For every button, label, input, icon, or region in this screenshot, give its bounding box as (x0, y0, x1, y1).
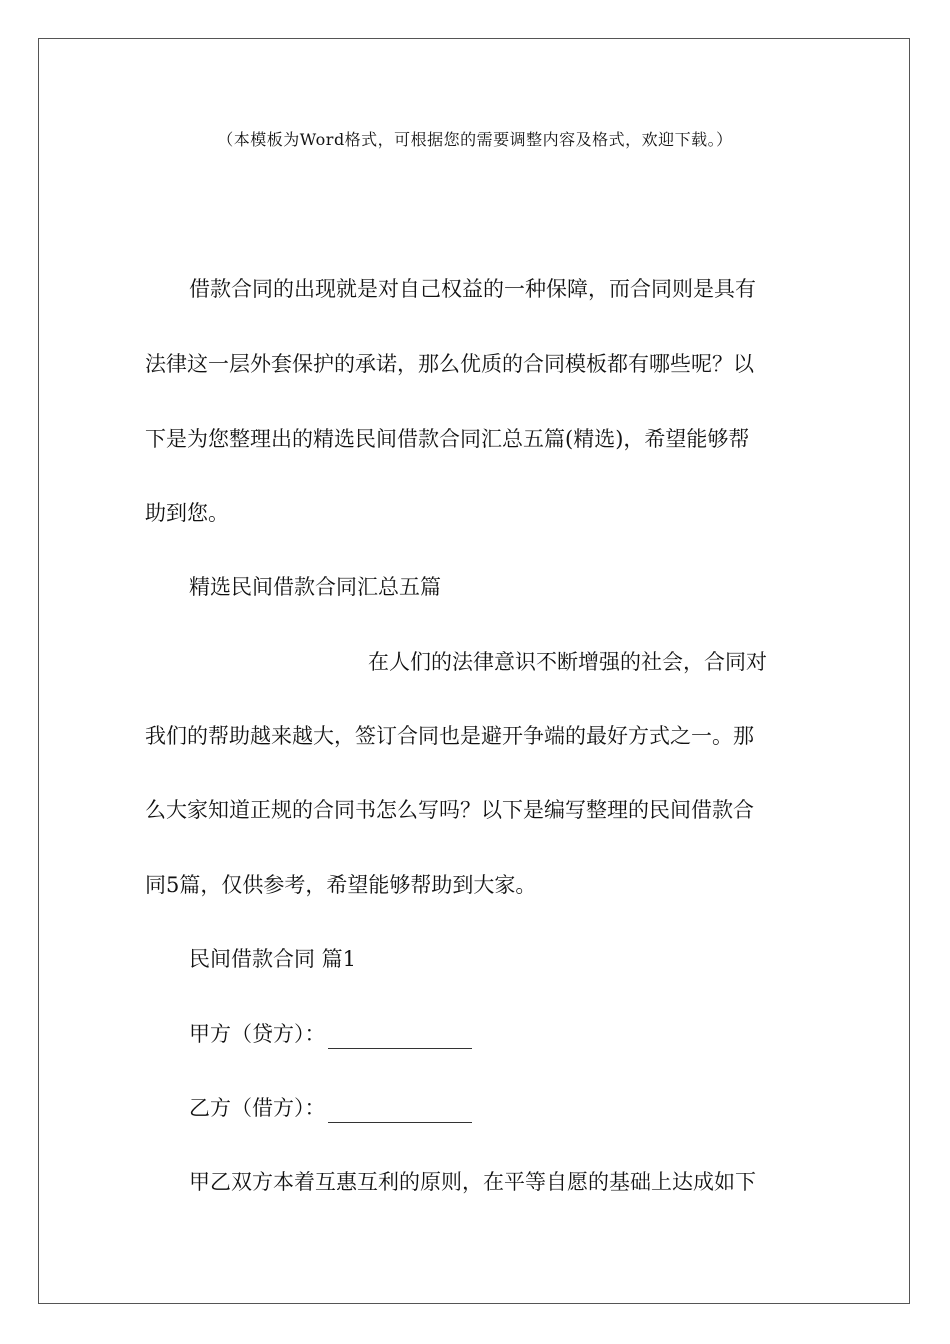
party-b-label: 乙方（借方）： (189, 1096, 326, 1120)
party-b-row (189, 1093, 472, 1123)
intro-line-1: 借款合同的出现就是对自己权益的一种保障，而合同则是具有 (189, 277, 756, 301)
paragraph-2-line-2: 我们的帮助越来越大，签订合同也是避开争端的最好方式之一。那 (145, 724, 754, 748)
party-b-blank-field[interactable] (328, 1100, 472, 1123)
intro-line-3: 下是为您整理出的精选民间借款合同汇总五篇(精选)，希望能够帮 (145, 427, 750, 451)
paragraph-2-line-4: 同5篇，仅供参考，希望能够帮助到大家。 (145, 873, 537, 897)
template-notice: （本模板为Word格式，可根据您的需要调整内容及格式，欢迎下载。） (217, 130, 733, 149)
party-a-blank-field[interactable] (328, 1026, 472, 1049)
agreement-line: 甲乙双方本着互惠互利的原则，在平等自愿的基础上达成如下 (189, 1170, 756, 1194)
paragraph-2-line-3: 么大家知道正规的合同书怎么写吗？以下是编写整理的民间借款合 (145, 798, 754, 822)
party-a-row (189, 1019, 472, 1049)
paragraph-2-line-1: 在人们的法律意识不断增强的社会，合同对 (368, 650, 767, 674)
section-title: 精选民间借款合同汇总五篇 (189, 575, 441, 599)
intro-line-4: 助到您。 (145, 501, 229, 525)
party-a-label: 甲方（贷方）： (189, 1022, 326, 1046)
intro-line-2: 法律这一层外套保护的承诺，那么优质的合同模板都有哪些呢？以 (145, 352, 754, 376)
contract-title: 民间借款合同 篇1 (189, 947, 357, 971)
